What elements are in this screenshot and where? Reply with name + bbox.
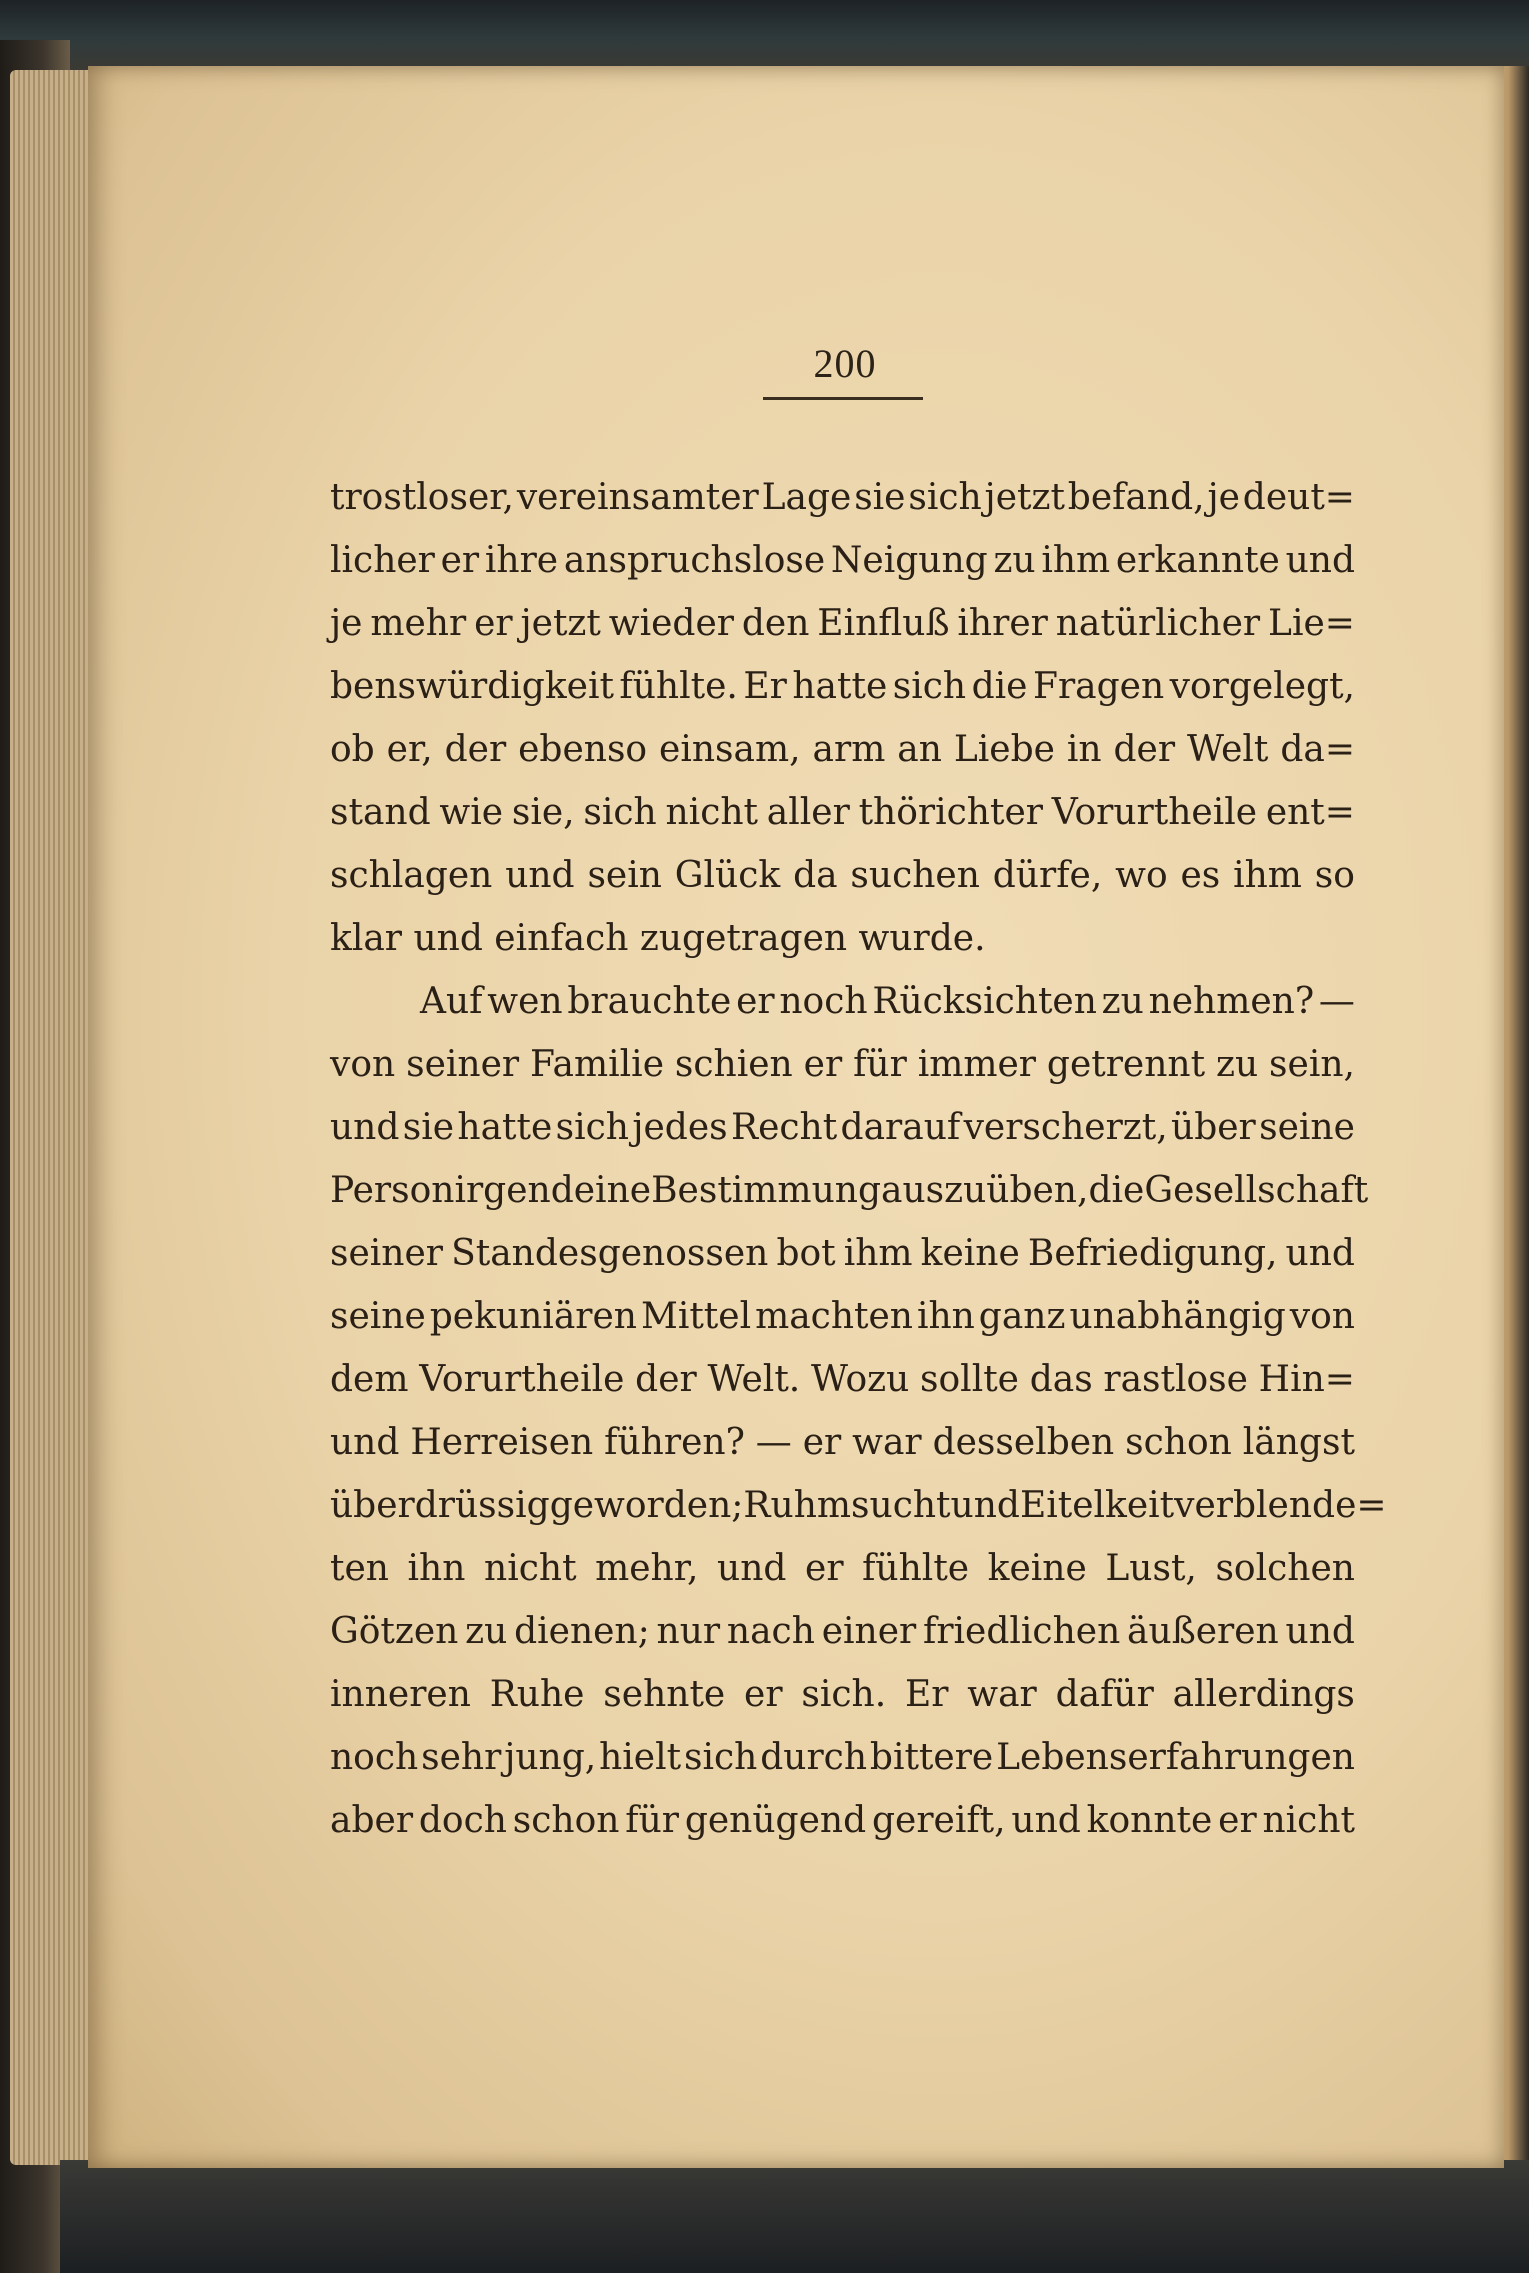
text-line: und sie hatte sich jedes Recht darauf verscherzt, über seine: [330, 1107, 1355, 1148]
text-line: stand wie sie, sich nicht aller thörichter Vorurtheile ent=: [330, 792, 1355, 833]
text-line: Person irgendeine Bestimmung auszuüben, die Gesellschaft: [330, 1170, 1369, 1211]
text-line: trostloser, vereinsamter Lage sie sich jetzt befand, je deut=: [330, 477, 1355, 518]
text-line: dem Vorurtheile der Welt. Wozu sollte das rastlose Hin=: [330, 1359, 1355, 1400]
text-line: von seiner Familie schien er für immer getrennt zu sein,: [330, 1044, 1355, 1085]
text-line: benswürdigkeit fühlte. Er hatte sich die Fragen vorgelegt,: [330, 666, 1355, 707]
text-line: ob er, der ebenso einsam, arm an Liebe in der Welt da=: [330, 729, 1355, 770]
text-line: Auf wen brauchte er noch Rücksichten zu nehmen? —: [420, 981, 1355, 1022]
text-line: überdrüssig geworden; Ruhmsucht und Eitelkeit verblende=: [330, 1485, 1387, 1526]
text-line: klar und einfach zugetragen wurde.: [330, 918, 986, 959]
body-text: [330, 466, 1387, 1852]
book-cover-bottom: [60, 2160, 1529, 2273]
text-line: schlagen und sein Glück da suchen dürfe, wo es ihm so: [330, 855, 1355, 896]
text-line: seiner Standesgenossen bot ihm keine Befriedigung, und: [330, 1233, 1355, 1274]
text-line: seine pekuniären Mittel machten ihn ganz unabhängig von: [330, 1296, 1355, 1337]
text-line: und Herreisen führen? — er war desselben schon längst: [330, 1422, 1355, 1463]
text-line: inneren Ruhe sehnte er sich. Er war dafür allerdings: [330, 1674, 1355, 1715]
text-line: ten ihn nicht mehr, und er fühlte keine Lust, solchen: [330, 1548, 1355, 1589]
text-line: aber doch schon für genügend gereift, und konnte er nicht: [330, 1800, 1355, 1841]
page-number: 200: [813, 341, 877, 386]
book-binding-top: [0, 0, 1529, 70]
text-line: je mehr er jetzt wieder den Einfluß ihrer natürlicher Lie=: [330, 603, 1355, 644]
page-number-rule: [763, 397, 923, 400]
text-line: licher er ihre anspruchslose Neigung zu ihm erkannte und: [330, 540, 1355, 581]
text-line: noch sehr jung, hielt sich durch bittere Lebenserfahrungen: [330, 1737, 1355, 1778]
text-line: Götzen zu dienen; nur nach einer friedlichen äußeren und: [330, 1611, 1355, 1652]
